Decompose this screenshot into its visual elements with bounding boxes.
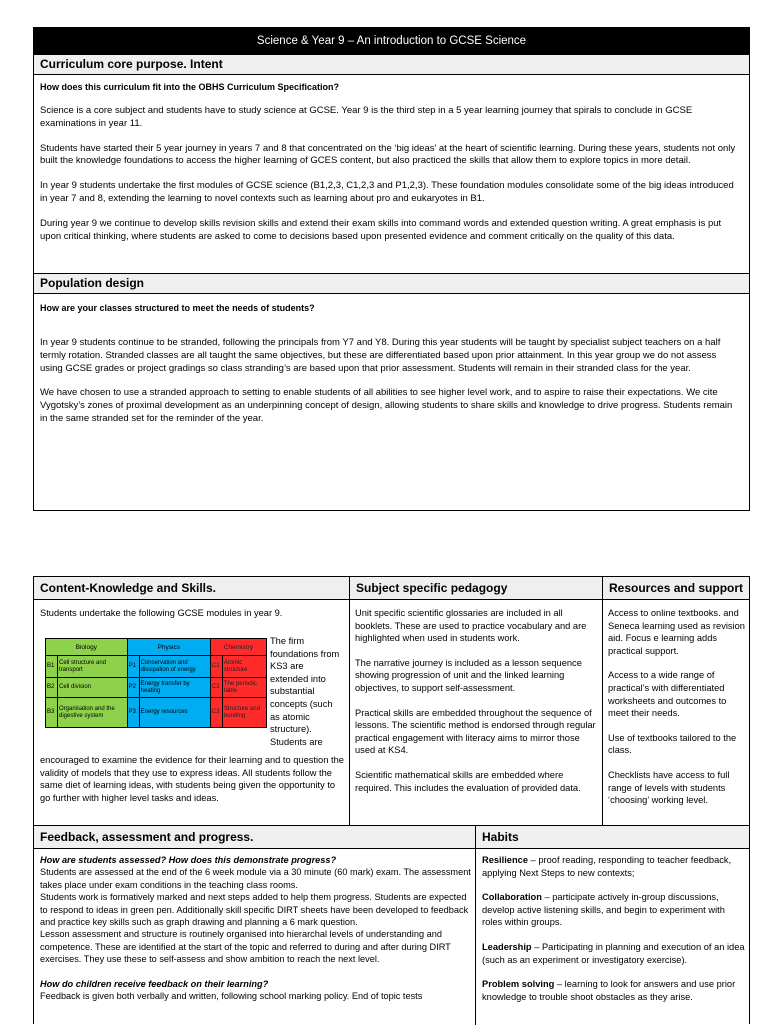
physics-header: Physics bbox=[127, 639, 210, 656]
pedagogy-paragraph: Practical skills are embedded throughout the sequence of lessons. The scientific method is endorsed through regular practical engagement with literacy aims to mirror those used at KS4. bbox=[355, 707, 596, 756]
habit-item bbox=[482, 978, 746, 1003]
feedback-paragraph: Feedback is given both verbally and written, following school marking policy. End of topic tests bbox=[40, 991, 423, 1002]
module-code: B1 bbox=[46, 656, 58, 678]
habit-text: – Participating in planning and execution of an idea (such as an experiment or investigatory exercise). bbox=[482, 941, 745, 965]
intent-paragraph: Science is a core subject and students have to study science at GCSE. Year 9 is the third step in a 5 year learning journey that spirals to conclude in GCSE examinations in year 11. bbox=[40, 105, 693, 129]
module-name: Cell division bbox=[58, 678, 128, 698]
page-title: Science & Year 9 – An introduction to GCSE Science bbox=[34, 28, 749, 54]
module-code: C1 bbox=[210, 656, 222, 678]
resources-heading: Resources and support bbox=[603, 577, 749, 600]
curriculum-detail-table bbox=[33, 576, 750, 1024]
column-divider bbox=[475, 825, 476, 1025]
module-code: P2 bbox=[127, 678, 139, 698]
intent-content bbox=[40, 82, 740, 255]
pedagogy-heading: Subject specific pedagogy bbox=[350, 577, 602, 600]
feedback-paragraph: Lesson assessment and structure is routinely organised into hierarchal levels of understanding and competence. These are identified at the start of the topic and referred to during and after during DIRT exercises. They use these to self-assess and show ambition to reach the next level. bbox=[40, 929, 451, 965]
feedback-question: How are students assessed? How does this demonstrate progress? bbox=[40, 855, 337, 865]
habit-item bbox=[482, 854, 746, 879]
module-name: Energy resources bbox=[139, 698, 210, 728]
habit-item bbox=[482, 941, 746, 966]
module-name: Structure and bonding bbox=[222, 698, 266, 728]
pedagogy-body bbox=[355, 607, 598, 806]
gcse-modules-table bbox=[45, 638, 267, 728]
feedback-paragraph: Students are assessed at the end of the 6 week module via a 30 minute (60 mark) exam. The assessment takes place under exam conditions in the teaching class rooms. bbox=[40, 867, 471, 890]
population-body bbox=[40, 337, 740, 426]
module-code: C2 bbox=[210, 678, 222, 698]
pedagogy-paragraph: Scientific mathematical skills are embedded where required. This includes the evaluation of provided data. bbox=[355, 769, 581, 793]
pedagogy-paragraph: The narrative journey is included as a lesson sequence showing progression of unit and the linked learning objectives, to support self-assessment. bbox=[355, 657, 582, 693]
module-code: P3 bbox=[127, 698, 139, 728]
content-heading: Content-Knowledge and Skills. bbox=[34, 577, 349, 600]
biology-header: Biology bbox=[46, 639, 128, 656]
intent-paragraph: Students have started their 5 year journey in years 7 and 8 that concentrated on the ‘big ideas’ at the heart of scientific learning. During these years, students not only built the knowledge foundations to access the higher learning of GCES content, but also practiced the skills that allow them to explore topics in more detail. bbox=[40, 142, 736, 167]
feedback-heading: Feedback, assessment and progress. bbox=[34, 826, 475, 849]
resources-paragraph: Access to a wide range of practical’s with differentiated worksheets and outcomes to meet their needs. bbox=[608, 670, 727, 719]
feedback-body bbox=[40, 854, 472, 1002]
module-code: B2 bbox=[46, 678, 58, 698]
column-divider bbox=[349, 577, 350, 825]
module-code: B3 bbox=[46, 698, 58, 728]
content-continuation: encouraged to examine the evidence for their learning and to question the validity of models that they use to express ideas. All students follow the same diet of learning ideas, with students being given the opportunity to go further with higher level tasks and ideas. bbox=[40, 755, 344, 803]
module-name: Atomic structure bbox=[222, 656, 266, 678]
content-intro: Students undertake the following GCSE modules in year 9. bbox=[40, 608, 283, 618]
module-name: Cell structure and transport bbox=[58, 656, 128, 678]
habits-body bbox=[482, 854, 746, 1015]
feedback-question: How do children receive feedback on their learning? bbox=[40, 978, 269, 989]
intent-question: How does this curriculum fit into the OBHS Curriculum Specification? bbox=[40, 82, 340, 92]
population-heading: Population design bbox=[34, 273, 749, 294]
chemistry-header: Chemistry bbox=[210, 639, 266, 656]
column-divider bbox=[602, 577, 603, 825]
resources-paragraph: Access to online textbooks. and Seneca learning used as revision aid. Focus e learning adds practical support. bbox=[608, 608, 745, 656]
intent-heading: Curriculum core purpose. Intent bbox=[34, 54, 749, 75]
pedagogy-paragraph: Unit specific scientific glossaries are included in all booklets. These are used to practice vocabulary and are highlighted when used in students work. bbox=[355, 608, 587, 644]
habit-text: – participate actively in-group discussions, develop active listening skills, and begin to experiment with roles within groups. bbox=[482, 892, 725, 928]
population-paragraph: We have chosen to use a stranded approach to setting to enable students of all abilities to see higher level work, and to aspire to raise their expectations. We cite Vygotsky’s zones of proximal development as an underpinning concept of design, allowing students to share skills and knowledge to drive progress. Students remain in the same stranded set for the reminder of the year. bbox=[40, 387, 733, 424]
intent-population-table bbox=[33, 27, 750, 511]
intent-paragraph: In year 9 students undertake the first modules of GCSE science (B1,2,3, C1,2,3 and P1,2,3). These foundation modules consolidate some of the big ideas introduced in year 7 and 8, extending the learning to novel contexts such as learning about pro and eukaryotes in B1. bbox=[40, 180, 734, 204]
population-question: How are your classes structured to meet the needs of students? bbox=[40, 303, 315, 313]
module-name: Conservation and dissipation of energy bbox=[139, 656, 210, 678]
population-paragraph: In year 9 students continue to be stranded, following the principals from Y7 and Y8. During this year students will be taught by specialist subject teachers on a half termly rotation. Stranded classes are all taught the same objectives, but these are differentiated based upon prior attainment. In this year group we do not assess using GCSE grades or project gradings so class stranding’s are based upon that prior assessment. Students will remain in their stranded class for the year. bbox=[40, 337, 721, 374]
module-name: Organisation and the digestive system bbox=[58, 698, 128, 728]
population-content bbox=[40, 303, 740, 438]
feedback-paragraph: Students work is formatively marked and next steps added to help them progress. Students are expected to respond to ideas in green pen. Additionally skill specific DIRT sheets have been developed to feedback and practice key skills such as graph drawing and planning a 6 mark question. bbox=[40, 892, 469, 928]
module-name: The periodic table bbox=[222, 678, 266, 698]
habit-text: – proof reading, responding to teacher feedback, applying Next Steps to new contexts; bbox=[482, 855, 732, 878]
resources-paragraph: Checklists have access to full range of levels with students ‘choosing’ working level. bbox=[608, 769, 730, 806]
content-side-text: The firm foundations from KS3 are extended into substantial concepts (such as atomic structure). Students are bbox=[270, 636, 340, 747]
habit-term: Leadership bbox=[482, 941, 532, 952]
habits-heading: Habits bbox=[476, 826, 749, 849]
resources-paragraph: Use of textbooks tailored to the class. bbox=[608, 732, 737, 756]
module-code: P1 bbox=[127, 656, 139, 678]
module-code: C3 bbox=[210, 698, 222, 728]
intent-body bbox=[40, 105, 740, 243]
habit-term: Resilience bbox=[482, 855, 528, 865]
habit-term: Collaboration bbox=[482, 892, 542, 903]
habit-text: – learning to look for answers and use prior knowledge to trouble shoot obstacles as they arise. bbox=[482, 979, 736, 1002]
habit-item bbox=[482, 891, 746, 929]
resources-body bbox=[608, 607, 746, 819]
module-name: Energy transfer by heating bbox=[139, 678, 210, 698]
habit-term: Problem solving bbox=[482, 979, 555, 990]
intent-paragraph: During year 9 we continue to develop skills revision skills and extend their exam skills into command words and extended question writing. A great emphasis is put upon critical thinking, where students are asked to come to decisions based upon presented evidence and comment critically on the quality of this data. bbox=[40, 217, 722, 242]
